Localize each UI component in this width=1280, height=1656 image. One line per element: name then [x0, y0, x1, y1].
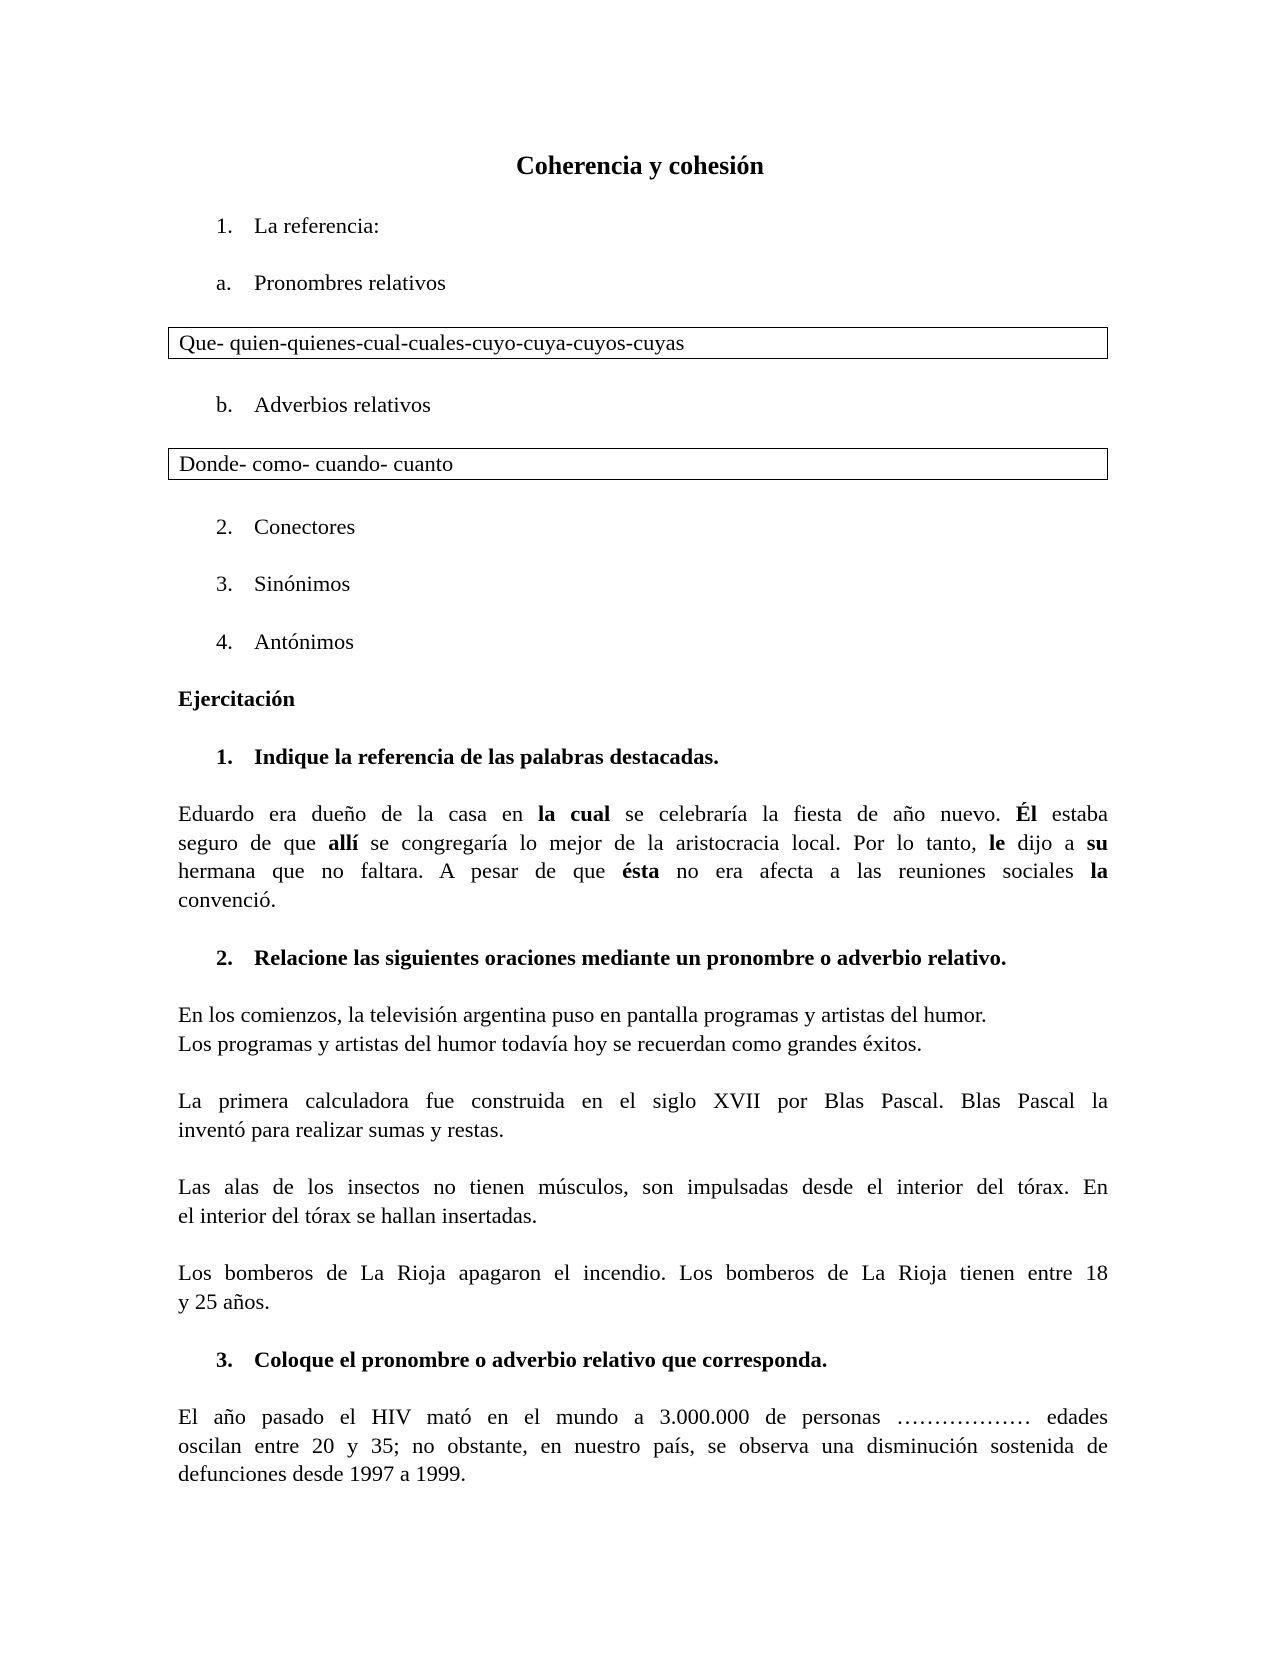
pronombres-box-text: Que- quien-quienes-cual-cuales-cuyo-cuya-cuyos-cuyas	[179, 330, 685, 355]
paragraph-line: Las alas de los insectos no tienen músculos, son impulsadas desde el interior del tórax. En	[178, 1174, 1108, 1199]
exercise-2-paragraph-3	[178, 1173, 1108, 1230]
list-item-adverbios: Adverbios relativos	[254, 392, 431, 417]
highlighted-word: le	[988, 829, 1006, 855]
list-item-referencia: La referencia:	[254, 213, 380, 238]
text-run: estaba	[1036, 801, 1109, 826]
highlighted-word: Él	[1015, 801, 1037, 826]
paragraph-line: En los comienzos, la televisión argentina puso en pantalla programas y artistas del humor.	[178, 1002, 987, 1027]
exercise-3-heading: Coloque el pronombre o adverbio relativo que corresponda.	[254, 1347, 828, 1372]
exercise-1-heading: Indique la referencia de las palabras destacadas.	[254, 744, 719, 769]
list-item-pronombres: Pronombres relativos	[254, 270, 446, 295]
paragraph-line: inventó para realizar sumas y restas.	[178, 1116, 505, 1142]
paragraph-line: Los bomberos de La Rioja apagaron el incendio. Los bomberos de La Rioja tienen entre 18	[178, 1260, 1108, 1285]
text-run: hermana que no faltara. A pesar de que	[178, 858, 623, 884]
exercise-3-number: 3.	[216, 1347, 233, 1372]
paragraph-line	[178, 857, 1108, 886]
paragraph-line: el interior del tórax se hallan insertadas.	[178, 1202, 538, 1228]
paragraph-line: Los programas y artistas del humor todavía hoy se recuerdan como grandes éxitos.	[178, 1030, 923, 1056]
exercise-1-number: 1.	[216, 744, 233, 769]
paragraph-line: La primera calculadora fue construida en el siglo XVII por Blas Pascal. Blas Pascal la	[178, 1088, 1108, 1113]
paragraph-line: y 25 años.	[178, 1288, 270, 1314]
page-title: Coherencia y cohesión	[516, 151, 764, 180]
paragraph-line	[178, 800, 1108, 829]
exercise-2-paragraph-4	[178, 1259, 1108, 1316]
text-run: se congregaría lo mejor de la aristocracia local. Por lo tanto,	[358, 829, 989, 855]
adverbios-box-text: Donde- como- cuando- cuanto	[179, 451, 454, 476]
paragraph-line: El año pasado el HIV mató en el mundo a 3.000.000 de personas ……………… edades	[178, 1404, 1108, 1429]
exercise-2-number: 2.	[216, 945, 233, 970]
exercise-1-paragraph	[178, 800, 1108, 914]
list-number-1: 1.	[216, 213, 233, 238]
list-letter-a: a.	[216, 270, 232, 295]
list-letter-b: b.	[216, 392, 233, 417]
exercise-2-paragraph-1	[178, 1001, 1108, 1058]
highlighted-word: la cual	[537, 801, 611, 826]
text-run: Eduardo era dueño de la casa en	[178, 801, 538, 826]
exercise-2-heading: Relacione las siguientes oraciones mediante un pronombre o adverbio relativo.	[254, 945, 1007, 970]
list-number-4: 4.	[216, 629, 233, 654]
list-item-antonimos: Antónimos	[254, 629, 355, 654]
highlighted-word: ésta	[622, 858, 660, 884]
adverbios-box	[168, 448, 1108, 480]
paragraph-line: oscilan entre 20 y 35; no obstante, en nuestro país, se observa una disminución sostenida de	[178, 1432, 1108, 1458]
text-run: se celebraría la fiesta de año nuevo.	[610, 801, 1016, 826]
text-run: no era afecta a las reuniones sociales	[659, 858, 1091, 884]
pronombres-box	[168, 327, 1108, 359]
list-item-conectores: Conectores	[254, 514, 356, 539]
exercise-2-paragraph-2	[178, 1087, 1108, 1144]
highlighted-word: la	[1090, 858, 1108, 884]
highlighted-word: allí	[328, 829, 359, 855]
paragraph-line: defunciones desde 1997 a 1999.	[178, 1461, 467, 1487]
list-number-2: 2.	[216, 514, 233, 539]
highlighted-word: su	[1086, 829, 1108, 855]
list-number-3: 3.	[216, 571, 233, 596]
paragraph-line	[178, 829, 1108, 858]
text-run: seguro de que	[178, 829, 329, 855]
text-run: dijo a	[1005, 829, 1087, 855]
section-heading: Ejercitación	[178, 686, 296, 711]
list-item-sinonimos: Sinónimos	[254, 571, 351, 596]
paragraph-line: convenció.	[178, 886, 277, 912]
exercise-3-paragraph	[178, 1403, 1108, 1489]
